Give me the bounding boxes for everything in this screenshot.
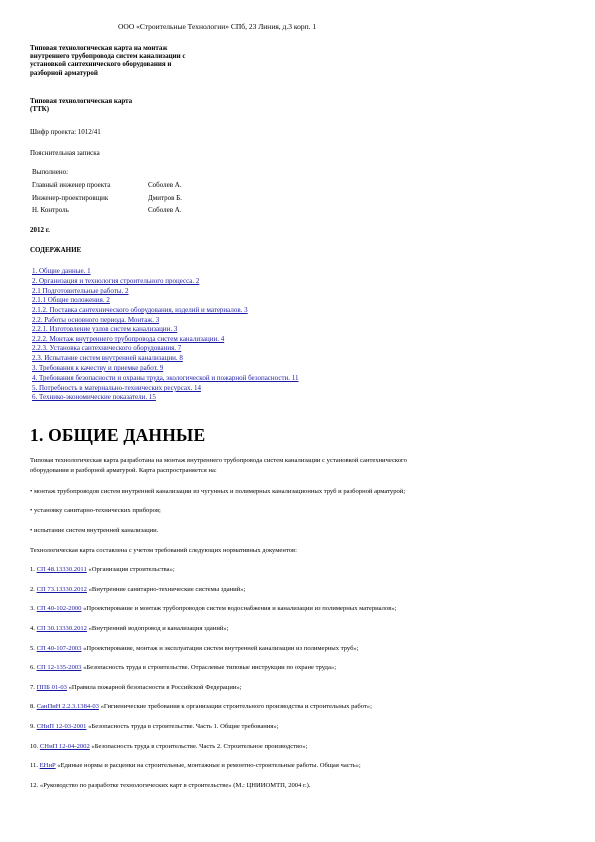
- toc-link[interactable]: 2.1.1 Общие положения. 2: [32, 296, 110, 304]
- project-code: Шифр проекта: 1012/41: [30, 128, 101, 136]
- norm-text: «Организация строительства»;: [86, 566, 175, 573]
- norm-link[interactable]: СНиП 12-04-2002: [39, 743, 90, 750]
- norm-item: [30, 663, 336, 673]
- norm-link[interactable]: СП 73.13330.2012: [36, 586, 87, 593]
- executed-role: Н. Контроль: [32, 206, 69, 214]
- toc-link[interactable]: 2. Организация и технология строительного процесса. 2: [32, 277, 200, 285]
- norm-link[interactable]: ЕНиР: [39, 762, 56, 769]
- norm-number: 6.: [30, 664, 35, 671]
- norm-link[interactable]: СП 30.13330.2012: [36, 625, 87, 632]
- norm-link[interactable]: СП 12-135-2003: [36, 664, 82, 671]
- norm-item: [30, 722, 278, 732]
- title-line: установкой сантехнического оборудования и: [30, 60, 172, 69]
- executed-name: Соболев А.: [148, 206, 182, 214]
- norm-text: «Руководство по разработке технологических карт в строительстве» (М.: ЦНИИОМТП, 2004 г.).: [38, 782, 311, 789]
- norms-intro: Технологическая карта составлена с учетом требований следующих нормативных документов:: [30, 547, 297, 554]
- bullet-item: • монтаж трубопроводов систем внутренней канализации из чугунных и полимерных канализационных труб и разборной арматурой;: [30, 488, 406, 495]
- norm-number: 11.: [30, 762, 38, 769]
- norm-item: [30, 683, 242, 693]
- intro-line: оборудования и разборной арматурой. Карта распространяется на:: [30, 467, 217, 474]
- norm-item: [30, 604, 397, 614]
- norm-item: [30, 565, 175, 575]
- norm-item: [30, 624, 229, 634]
- norm-link[interactable]: СанПиН 2.2.3.1384-03: [36, 703, 99, 710]
- toc-link[interactable]: 4. Требования безопасности и охраны труда, экологической и пожарной безопасности. 11: [32, 374, 299, 382]
- executed-role: Главный инженер проекта: [32, 181, 111, 189]
- norm-item: [30, 585, 245, 595]
- norm-link[interactable]: СП 40-107-2003: [36, 645, 82, 652]
- norm-item: [30, 742, 308, 752]
- title-line: Типовая технологическая карта на монтаж: [30, 44, 168, 52]
- document-year: 2012 г.: [30, 226, 50, 234]
- document-subtitle: [30, 97, 132, 113]
- norm-item: [30, 761, 361, 771]
- norm-text: «Единые нормы и расценки на строительные, монтажные и ремонтно-строительные работы. Общая часть»;: [55, 762, 361, 769]
- toc-link[interactable]: 2.2.3. Установка сантехнического оборудования. 7: [32, 344, 182, 352]
- norm-number: 5.: [30, 645, 35, 652]
- subtitle-line: (ТТК): [30, 105, 50, 114]
- document-header: ООО «Строительные Технологии» СПб, 23 Линия, д.3 корп. 1: [118, 22, 317, 31]
- norm-link[interactable]: СНиП 12-03-2001: [36, 723, 87, 730]
- toc-link[interactable]: 3. Требования к качеству и приемке работ. 9: [32, 364, 164, 372]
- toc-link[interactable]: 2.1 Подготовительные работы. 2: [32, 287, 129, 295]
- norm-text: «Проектирование и монтаж трубопроводов систем водоснабжения и канализации из полимерных материалов»;: [81, 605, 397, 612]
- norm-text: «Безопасность труда в строительстве. Часть 2. Строительное производство»;: [89, 743, 308, 750]
- norm-text: «Безопасность труда в строительстве. Отраслевые типовые инструкции по охране труда»;: [81, 664, 337, 671]
- toc-link[interactable]: 5. Потребность в материально-технических ресурсах. 14: [32, 384, 201, 392]
- title-line: разборной арматурой: [30, 68, 98, 77]
- toc-link[interactable]: 2.2.2. Монтаж внутреннего трубопровода систем канализации. 4: [32, 335, 225, 343]
- bullet-item: • испытание систем внутренней канализации.: [30, 527, 159, 534]
- norm-number: 9.: [30, 723, 35, 730]
- norm-text: «Безопасность труда в строительстве. Часть 1. Общие требования»;: [86, 723, 279, 730]
- executed-role: Инженер-проектировщик: [32, 194, 109, 202]
- norm-number: 3.: [30, 605, 35, 612]
- norm-number: 10.: [30, 743, 39, 750]
- executed-name: Соболев А.: [148, 181, 182, 189]
- document-title: [30, 44, 186, 77]
- norm-number: 1.: [30, 566, 35, 573]
- norm-text: «Проектирование, монтаж и эксплуатация систем внутренней канализации из полимерных труб»;: [81, 645, 359, 652]
- intro-line: Типовая технологическая карта разработана на монтаж внутреннего трубопровода систем канализации с установкой сантехнического: [30, 457, 407, 464]
- norm-link[interactable]: СП 48.13330.2011: [36, 566, 87, 573]
- section-heading: 1. ОБЩИЕ ДАННЫЕ: [30, 425, 206, 445]
- toc-link[interactable]: 2.1.2. Поставка сантехнического оборудования, изделий и материалов. 3: [32, 306, 248, 314]
- title-line: внутреннего трубопровода систем канализации с: [30, 52, 186, 61]
- toc-link[interactable]: 2.3. Испытание систем внутренней канализации. 8: [32, 354, 183, 362]
- norm-text: «Внутренние санитарно-технические системы зданий»;: [86, 586, 246, 593]
- norm-item: [30, 702, 372, 712]
- norm-number: 4.: [30, 625, 35, 632]
- toc-link[interactable]: 2.2.1. Изготовление узлов систем канализации. 3: [32, 325, 178, 333]
- norm-item: [30, 781, 311, 791]
- bullet-item: • установку санитарно-технических приборов;: [30, 507, 161, 514]
- explanatory-note: Пояснительная записка: [30, 149, 100, 157]
- norm-number: 2.: [30, 586, 35, 593]
- norm-text: «Внутренний водопровод и канализация зданий»;: [86, 625, 229, 632]
- norm-item: [30, 644, 359, 654]
- norm-number: 7.: [30, 684, 35, 691]
- norm-number: 12.: [30, 782, 39, 789]
- norm-number: 8.: [30, 703, 35, 710]
- norm-text: «Гигиенические требования к организации строительного производства и строительных работ»;: [98, 703, 372, 710]
- contents-heading: СОДЕРЖАНИЕ: [30, 246, 82, 254]
- executed-name: Дмитров Б.: [148, 194, 182, 202]
- executed-label: Выполнено:: [32, 168, 69, 176]
- toc-link[interactable]: 6. Технико-экономические показатели. 15: [32, 393, 156, 401]
- subtitle-line: Типовая технологическая карта: [30, 97, 133, 105]
- norm-text: «Правила пожарной безопасности в Российской Федерации»;: [66, 684, 242, 691]
- toc-link[interactable]: 2.2. Работы основного периода. Монтаж. 3: [32, 316, 160, 324]
- norm-link[interactable]: ППБ 01-03: [36, 684, 67, 691]
- norm-link[interactable]: СП 40-102-2000: [36, 605, 82, 612]
- toc-link[interactable]: 1. Общие данные. 1: [32, 267, 91, 275]
